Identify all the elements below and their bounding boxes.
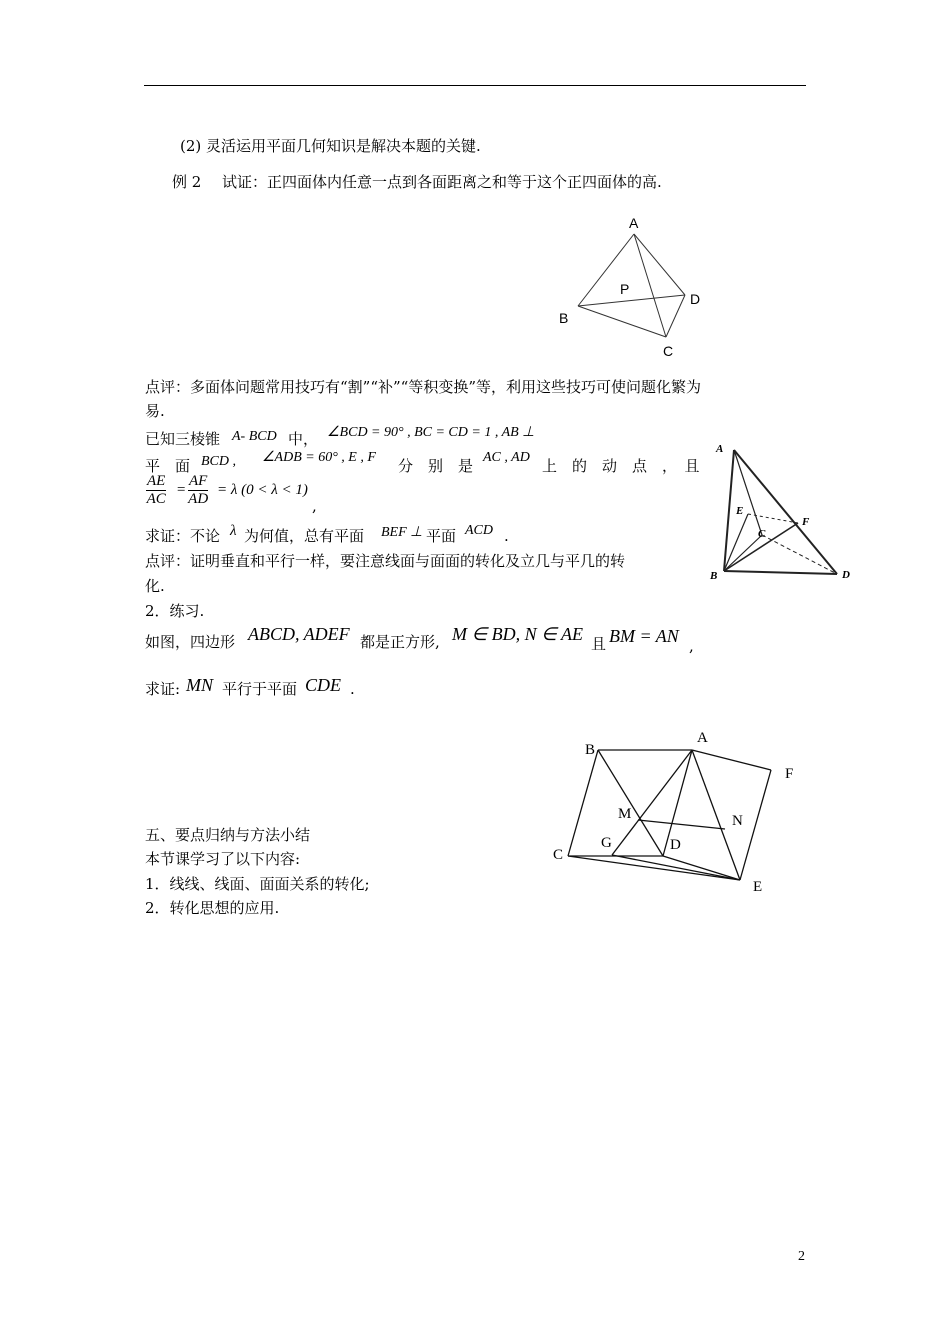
section-5-item-2: 2．转化思想的应用.	[145, 899, 280, 917]
fraction-ae: AE	[147, 473, 166, 489]
prove-acd: ACD	[465, 523, 493, 538]
figure-and: 且	[591, 635, 607, 653]
known-cond1: ∠BCD = 90° , BC = CD = 1 , AB ⊥	[327, 425, 535, 440]
practice-heading: 2．练习.	[145, 602, 205, 620]
fig1-label-d: D	[690, 291, 701, 307]
fig3-label-b: B	[585, 742, 596, 758]
fig3-label-e: E	[753, 879, 763, 895]
fig3-label-f: F	[785, 766, 794, 782]
prove-mid: 为何值，总有平面	[244, 527, 365, 545]
fig3-label-m: M	[618, 806, 632, 822]
segment-mn	[638, 820, 725, 829]
lambda-symbol: λ	[230, 523, 237, 539]
figure-comma: ,	[689, 637, 694, 655]
page-number: 2	[798, 1249, 805, 1264]
fig2-label-c: C	[758, 528, 766, 540]
prove-dot: .	[504, 527, 509, 545]
fraction-ad: AD	[188, 491, 209, 507]
fig2-label-a: A	[716, 443, 724, 455]
plane-bcd: BCD ,	[201, 454, 236, 469]
angle-adb: ∠ADB = 60° , E , F	[262, 450, 376, 465]
edge-de	[663, 856, 740, 880]
example-2-label: 例 2	[172, 173, 202, 191]
prove2-mn: MN	[186, 675, 213, 695]
equals-sign-1: =	[176, 482, 187, 498]
fig1-label-p: P	[620, 281, 630, 297]
prove-prefix: 求证：不论	[145, 527, 221, 545]
fig1-label-b: B	[559, 310, 569, 326]
known-tetra: A- BCD	[232, 429, 277, 444]
figure-equality: BM = AN	[609, 626, 679, 646]
lambda-condition: = λ (0 < λ < 1)	[217, 482, 308, 498]
edge-fe	[740, 770, 771, 880]
comment-2-line-a: 点评：证明垂直和平行一样，要注意线面与面面的转化及立几与平几的转	[145, 552, 626, 570]
edge-af	[692, 750, 771, 770]
edge-ce	[568, 856, 740, 880]
known-prefix: 已知三棱锥	[145, 430, 221, 448]
known-zhong: 中，	[288, 430, 319, 448]
line-flexible-geometry: (2) 灵活运用平面几何知识是解决本题的关键.	[180, 137, 481, 155]
prove2-dot: .	[350, 680, 355, 698]
prove2-cde: CDE	[305, 675, 341, 695]
fig1-label-a: A	[629, 215, 639, 231]
fenbie-text: 分 别 是	[398, 457, 474, 475]
moving-points-text: 上 的 动 点 ， 且	[542, 457, 700, 475]
fig3-label-c: C	[553, 847, 564, 863]
plane-word: 平 面	[145, 457, 191, 475]
comment-2-line-b: 化.	[145, 577, 165, 595]
figure-mid: 都是正方形,	[360, 633, 440, 651]
segment-ge	[612, 855, 740, 880]
ac-ad-text: AC , AD	[483, 450, 530, 465]
figure-squares: ABCD, ADEF	[248, 624, 350, 644]
section-5-heading: 五、要点归纳与方法小结	[145, 826, 311, 844]
prove2-mid: 平行于平面	[222, 680, 298, 698]
prove-bef: BEF ⊥	[381, 525, 423, 540]
fig2-label-d: D	[842, 569, 850, 581]
section-5-intro: 本节课学习了以下内容:	[145, 850, 301, 868]
comment-1-line-a: 点评：多面体问题常用技巧有“割”“补”“等积变换”等，利用这些技巧可使问题化繁为	[145, 378, 702, 396]
figure-condition: M ∈ BD, N ∈ AE	[452, 624, 584, 644]
fraction-ac: AC	[146, 491, 166, 507]
comment-1-line-b: 易.	[145, 402, 165, 420]
fig1-label-c: C	[663, 343, 674, 359]
section-5-item-1: 1．线线、线面、面面关系的转化;	[145, 875, 370, 893]
edge-bc	[568, 750, 598, 856]
fig3-label-g: G	[601, 835, 612, 851]
figure-prefix: 如图，四边形	[145, 633, 236, 651]
fig3-label-a: A	[697, 730, 708, 746]
fig2-label-f: F	[802, 516, 810, 528]
example-2-text: 试证：正四面体内任意一点到各面距离之和等于这个正四面体的高.	[222, 173, 662, 191]
prove2-prefix: 求证:	[145, 680, 181, 698]
fraction-af: AF	[189, 473, 208, 489]
prove-plane: 平面	[426, 527, 457, 545]
fig2-label-e: E	[736, 505, 744, 517]
fig3-label-d: D	[670, 837, 681, 853]
comma: ,	[312, 497, 317, 515]
fig3-label-n: N	[732, 813, 743, 829]
fig2-label-b: B	[710, 570, 718, 582]
